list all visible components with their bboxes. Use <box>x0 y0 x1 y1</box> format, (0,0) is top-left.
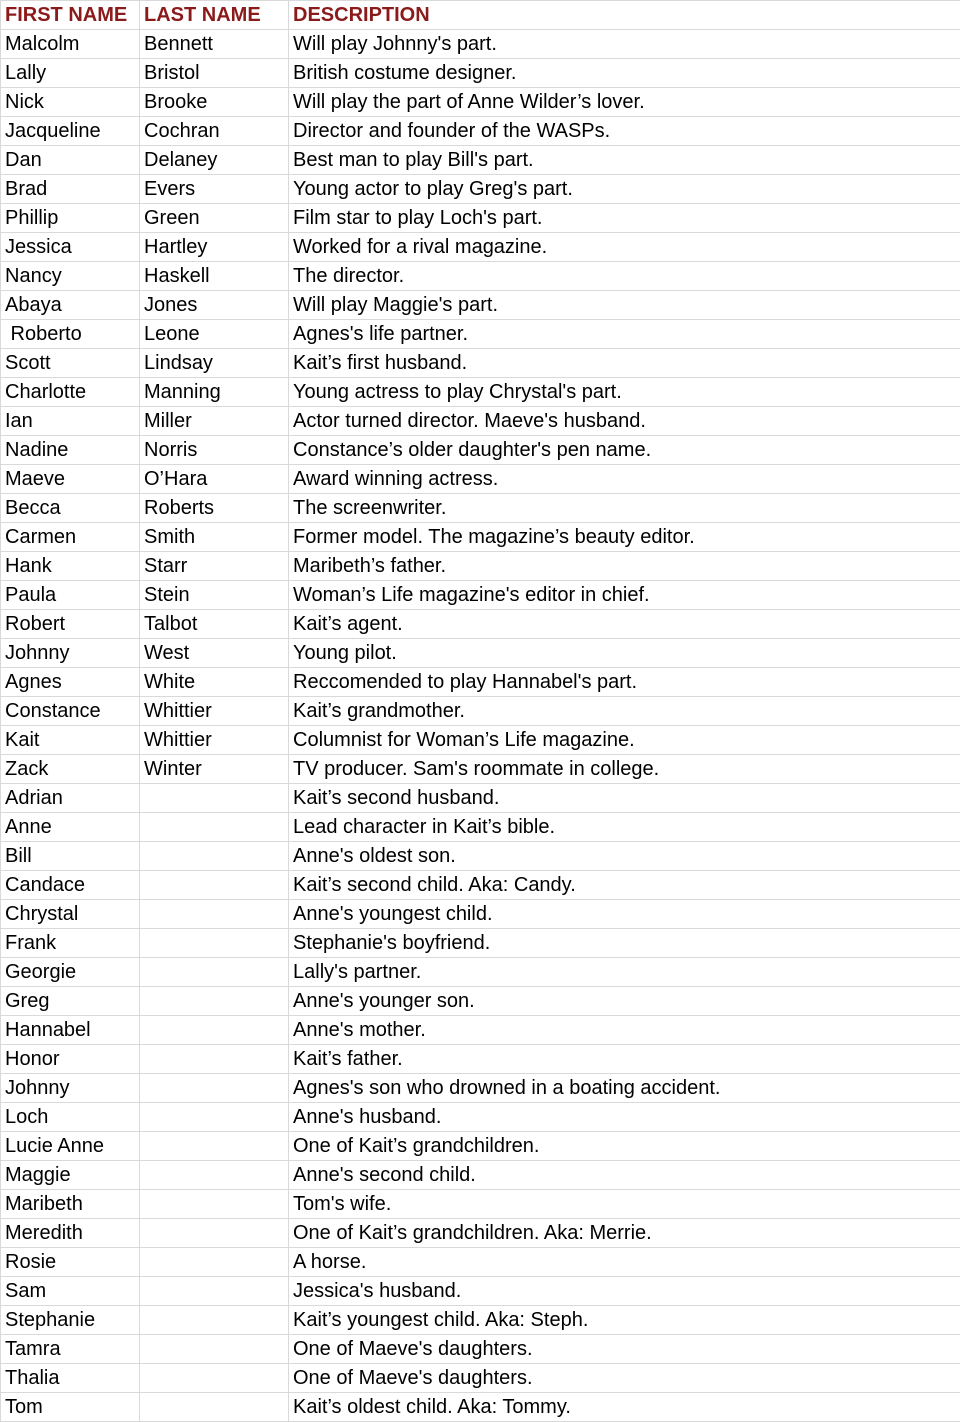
cell-first-name[interactable]: Nancy <box>1 262 140 291</box>
cell-first-name[interactable]: Charlotte <box>1 378 140 407</box>
cell-description[interactable]: British costume designer. <box>289 59 960 88</box>
cell-description[interactable]: Young actor to play Greg's part. <box>289 175 960 204</box>
cell-description[interactable]: Film star to play Loch's part. <box>289 204 960 233</box>
cell-first-name[interactable]: Frank <box>1 929 140 958</box>
cell-last-name[interactable]: Manning <box>140 378 289 407</box>
header-row <box>1 1 960 30</box>
table-row <box>1 1248 960 1277</box>
cell-first-name[interactable]: Thalia <box>1 1364 140 1393</box>
table-row <box>1 320 960 349</box>
cell-last-name[interactable] <box>140 1335 289 1364</box>
cell-last-name[interactable] <box>140 1190 289 1219</box>
cell-last-name[interactable] <box>140 784 289 813</box>
table-row <box>1 436 960 465</box>
cell-last-name[interactable]: Bennett <box>140 30 289 59</box>
cell-last-name[interactable]: White <box>140 668 289 697</box>
cell-last-name[interactable]: Jones <box>140 291 289 320</box>
table-row <box>1 465 960 494</box>
cell-first-name[interactable]: Paula <box>1 581 140 610</box>
cell-first-name[interactable]: Jacqueline <box>1 117 140 146</box>
cell-description[interactable]: Anne's youngest child. <box>289 900 960 929</box>
table-row <box>1 813 960 842</box>
cell-last-name[interactable] <box>140 1306 289 1335</box>
cell-first-name[interactable]: Ian <box>1 407 140 436</box>
cell-description[interactable]: Agnes's son who drowned in a boating accident. <box>289 1074 960 1103</box>
cell-description[interactable]: Best man to play Bill's part. <box>289 146 960 175</box>
cell-first-name[interactable]: Brad <box>1 175 140 204</box>
cell-first-name[interactable]: Nick <box>1 88 140 117</box>
cell-last-name[interactable]: Whittier <box>140 726 289 755</box>
table-row <box>1 784 960 813</box>
cell-description[interactable]: Kait’s second child. Aka: Candy. <box>289 871 960 900</box>
cell-last-name[interactable]: Roberts <box>140 494 289 523</box>
header-description[interactable]: DESCRIPTION <box>289 1 960 30</box>
cell-last-name[interactable]: Miller <box>140 407 289 436</box>
cell-last-name[interactable] <box>140 958 289 987</box>
table-row <box>1 871 960 900</box>
cell-last-name[interactable]: Leone <box>140 320 289 349</box>
cell-description[interactable]: Kait’s oldest child. Aka: Tommy. <box>289 1393 960 1422</box>
cell-description[interactable]: One of Kait’s grandchildren. Aka: Merrie. <box>289 1219 960 1248</box>
cell-first-name[interactable]: Hannabel <box>1 1016 140 1045</box>
cell-description[interactable]: Tom's wife. <box>289 1190 960 1219</box>
table-row <box>1 233 960 262</box>
table-row <box>1 552 960 581</box>
cell-last-name[interactable] <box>140 987 289 1016</box>
cell-first-name[interactable]: Candace <box>1 871 140 900</box>
table-row <box>1 117 960 146</box>
cell-description[interactable]: Young pilot. <box>289 639 960 668</box>
cell-description[interactable]: One of Maeve's daughters. <box>289 1335 960 1364</box>
cell-last-name[interactable]: Evers <box>140 175 289 204</box>
cell-description[interactable]: Kait’s first husband. <box>289 349 960 378</box>
cell-description[interactable]: The screenwriter. <box>289 494 960 523</box>
cell-last-name[interactable]: Starr <box>140 552 289 581</box>
cell-first-name[interactable]: Rosie <box>1 1248 140 1277</box>
cell-first-name[interactable]: Maribeth <box>1 1190 140 1219</box>
cell-last-name[interactable]: Delaney <box>140 146 289 175</box>
table-row <box>1 204 960 233</box>
table-row <box>1 697 960 726</box>
cell-first-name[interactable]: Lucie Anne <box>1 1132 140 1161</box>
cell-last-name[interactable]: Talbot <box>140 610 289 639</box>
cell-first-name[interactable]: Chrystal <box>1 900 140 929</box>
cell-first-name[interactable]: Johnny <box>1 1074 140 1103</box>
table-row <box>1 88 960 117</box>
cell-last-name[interactable]: West <box>140 639 289 668</box>
cell-description[interactable]: A horse. <box>289 1248 960 1277</box>
cell-last-name[interactable] <box>140 1016 289 1045</box>
cell-description[interactable]: Anne's husband. <box>289 1103 960 1132</box>
table-row <box>1 842 960 871</box>
table-row <box>1 1161 960 1190</box>
cell-description[interactable]: Reccomended to play Hannabel's part. <box>289 668 960 697</box>
cell-first-name[interactable]: Dan <box>1 146 140 175</box>
cell-last-name[interactable] <box>140 1045 289 1074</box>
cell-first-name[interactable]: Roberto <box>1 320 140 349</box>
cell-last-name[interactable] <box>140 1219 289 1248</box>
cell-last-name[interactable]: Lindsay <box>140 349 289 378</box>
table-header <box>1 1 960 30</box>
cell-description[interactable]: Former model. The magazine’s beauty editor. <box>289 523 960 552</box>
table-row <box>1 378 960 407</box>
cell-first-name[interactable]: Stephanie <box>1 1306 140 1335</box>
cell-first-name[interactable]: Loch <box>1 1103 140 1132</box>
cell-last-name[interactable]: Green <box>140 204 289 233</box>
cell-description[interactable]: Worked for a rival magazine. <box>289 233 960 262</box>
table-row <box>1 1103 960 1132</box>
cell-description[interactable]: Young actress to play Chrystal's part. <box>289 378 960 407</box>
cell-description[interactable]: Kait’s second husband. <box>289 784 960 813</box>
cell-last-name[interactable] <box>140 900 289 929</box>
table-row <box>1 262 960 291</box>
table-row <box>1 30 960 59</box>
cell-description[interactable]: Kait’s grandmother. <box>289 697 960 726</box>
cell-last-name[interactable] <box>140 929 289 958</box>
cell-last-name[interactable] <box>140 1103 289 1132</box>
table-row <box>1 349 960 378</box>
cell-first-name[interactable]: Tom <box>1 1393 140 1422</box>
cell-last-name[interactable] <box>140 871 289 900</box>
cell-first-name[interactable]: Greg <box>1 987 140 1016</box>
table-row <box>1 1277 960 1306</box>
table-row <box>1 1016 960 1045</box>
cell-last-name[interactable]: Brooke <box>140 88 289 117</box>
table-row <box>1 494 960 523</box>
header-last-name[interactable]: LAST NAME <box>140 1 289 30</box>
cell-description[interactable]: Kait’s agent. <box>289 610 960 639</box>
cell-description[interactable]: One of Kait’s grandchildren. <box>289 1132 960 1161</box>
cell-last-name[interactable]: Haskell <box>140 262 289 291</box>
table-row <box>1 1045 960 1074</box>
table-row <box>1 958 960 987</box>
cell-last-name[interactable]: Hartley <box>140 233 289 262</box>
cell-last-name[interactable]: O’Hara <box>140 465 289 494</box>
cell-first-name[interactable]: Maggie <box>1 1161 140 1190</box>
cell-description[interactable]: Agnes's life partner. <box>289 320 960 349</box>
table-row <box>1 900 960 929</box>
cell-first-name[interactable]: Agnes <box>1 668 140 697</box>
cell-description[interactable]: Anne's younger son. <box>289 987 960 1016</box>
cell-last-name[interactable] <box>140 813 289 842</box>
cell-last-name[interactable]: Bristol <box>140 59 289 88</box>
cell-description[interactable]: One of Maeve's daughters. <box>289 1364 960 1393</box>
cell-description[interactable]: Anne's second child. <box>289 1161 960 1190</box>
cell-last-name[interactable] <box>140 1248 289 1277</box>
cell-last-name[interactable]: Whittier <box>140 697 289 726</box>
cell-first-name[interactable]: Zack <box>1 755 140 784</box>
cell-description[interactable]: Anne's oldest son. <box>289 842 960 871</box>
cell-description[interactable]: Stephanie's boyfriend. <box>289 929 960 958</box>
cell-first-name[interactable]: Johnny <box>1 639 140 668</box>
cell-last-name[interactable]: Cochran <box>140 117 289 146</box>
cell-last-name[interactable] <box>140 1161 289 1190</box>
table-row <box>1 610 960 639</box>
table-row <box>1 668 960 697</box>
cell-last-name[interactable] <box>140 1393 289 1422</box>
table-row <box>1 581 960 610</box>
cell-description[interactable]: Will play the part of Anne Wilder’s lover. <box>289 88 960 117</box>
table-row <box>1 1364 960 1393</box>
table-row <box>1 987 960 1016</box>
table-row <box>1 1306 960 1335</box>
cell-description[interactable]: Lead character in Kait’s bible. <box>289 813 960 842</box>
table-row <box>1 929 960 958</box>
table-row <box>1 1335 960 1364</box>
cell-description[interactable]: Kait’s father. <box>289 1045 960 1074</box>
cell-first-name[interactable]: Tamra <box>1 1335 140 1364</box>
cell-first-name[interactable]: Carmen <box>1 523 140 552</box>
cell-last-name[interactable]: Smith <box>140 523 289 552</box>
cell-first-name[interactable]: Sam <box>1 1277 140 1306</box>
cell-first-name[interactable]: Malcolm <box>1 30 140 59</box>
cell-description[interactable]: Director and founder of the WASPs. <box>289 117 960 146</box>
cell-last-name[interactable] <box>140 1277 289 1306</box>
cell-first-name[interactable]: Maeve <box>1 465 140 494</box>
cell-first-name[interactable]: Nadine <box>1 436 140 465</box>
cell-description[interactable]: TV producer. Sam's roommate in college. <box>289 755 960 784</box>
cell-last-name[interactable]: Stein <box>140 581 289 610</box>
cell-first-name[interactable]: Constance <box>1 697 140 726</box>
header-first-name[interactable]: FIRST NAME <box>1 1 140 30</box>
cell-description[interactable]: Constance’s older daughter's pen name. <box>289 436 960 465</box>
cell-description[interactable]: Maribeth’s father. <box>289 552 960 581</box>
table-body <box>1 30 960 1422</box>
table-row <box>1 1132 960 1161</box>
table-row <box>1 1393 960 1422</box>
cell-first-name[interactable]: Bill <box>1 842 140 871</box>
table-row <box>1 1074 960 1103</box>
cell-last-name[interactable] <box>140 1074 289 1103</box>
cell-first-name[interactable]: Hank <box>1 552 140 581</box>
cell-first-name[interactable]: Anne <box>1 813 140 842</box>
cell-description[interactable]: Anne's mother. <box>289 1016 960 1045</box>
table-row <box>1 523 960 552</box>
cell-description[interactable]: Kait’s youngest child. Aka: Steph. <box>289 1306 960 1335</box>
table-row <box>1 146 960 175</box>
cell-first-name[interactable]: Meredith <box>1 1219 140 1248</box>
table-row <box>1 639 960 668</box>
cell-first-name[interactable]: Robert <box>1 610 140 639</box>
cell-description[interactable]: Woman’s Life magazine's editor in chief. <box>289 581 960 610</box>
cell-description[interactable]: Will play Maggie's part. <box>289 291 960 320</box>
cell-description[interactable]: Award winning actress. <box>289 465 960 494</box>
cell-first-name[interactable]: Abaya <box>1 291 140 320</box>
cell-description[interactable]: Jessica's husband. <box>289 1277 960 1306</box>
cell-description[interactable]: Columnist for Woman’s Life magazine. <box>289 726 960 755</box>
cell-last-name[interactable] <box>140 1364 289 1393</box>
cell-first-name[interactable]: Honor <box>1 1045 140 1074</box>
table-row <box>1 755 960 784</box>
cell-first-name[interactable]: Jessica <box>1 233 140 262</box>
table-row <box>1 1219 960 1248</box>
table-row <box>1 291 960 320</box>
cell-description[interactable]: Will play Johnny's part. <box>289 30 960 59</box>
cell-first-name[interactable]: Phillip <box>1 204 140 233</box>
cell-first-name[interactable]: Georgie <box>1 958 140 987</box>
table-row <box>1 1190 960 1219</box>
table-row <box>1 59 960 88</box>
cell-last-name[interactable]: Norris <box>140 436 289 465</box>
table-row <box>1 175 960 204</box>
table-row <box>1 407 960 436</box>
cell-first-name[interactable]: Adrian <box>1 784 140 813</box>
cell-last-name[interactable]: Winter <box>140 755 289 784</box>
cell-first-name[interactable]: Scott <box>1 349 140 378</box>
table-row <box>1 726 960 755</box>
cell-first-name[interactable]: Lally <box>1 59 140 88</box>
cell-first-name[interactable]: Becca <box>1 494 140 523</box>
cell-last-name[interactable] <box>140 1132 289 1161</box>
cell-first-name[interactable]: Kait <box>1 726 140 755</box>
cell-description[interactable]: The director. <box>289 262 960 291</box>
cell-description[interactable]: Lally's partner. <box>289 958 960 987</box>
cell-description[interactable]: Actor turned director. Maeve's husband. <box>289 407 960 436</box>
cell-last-name[interactable] <box>140 842 289 871</box>
